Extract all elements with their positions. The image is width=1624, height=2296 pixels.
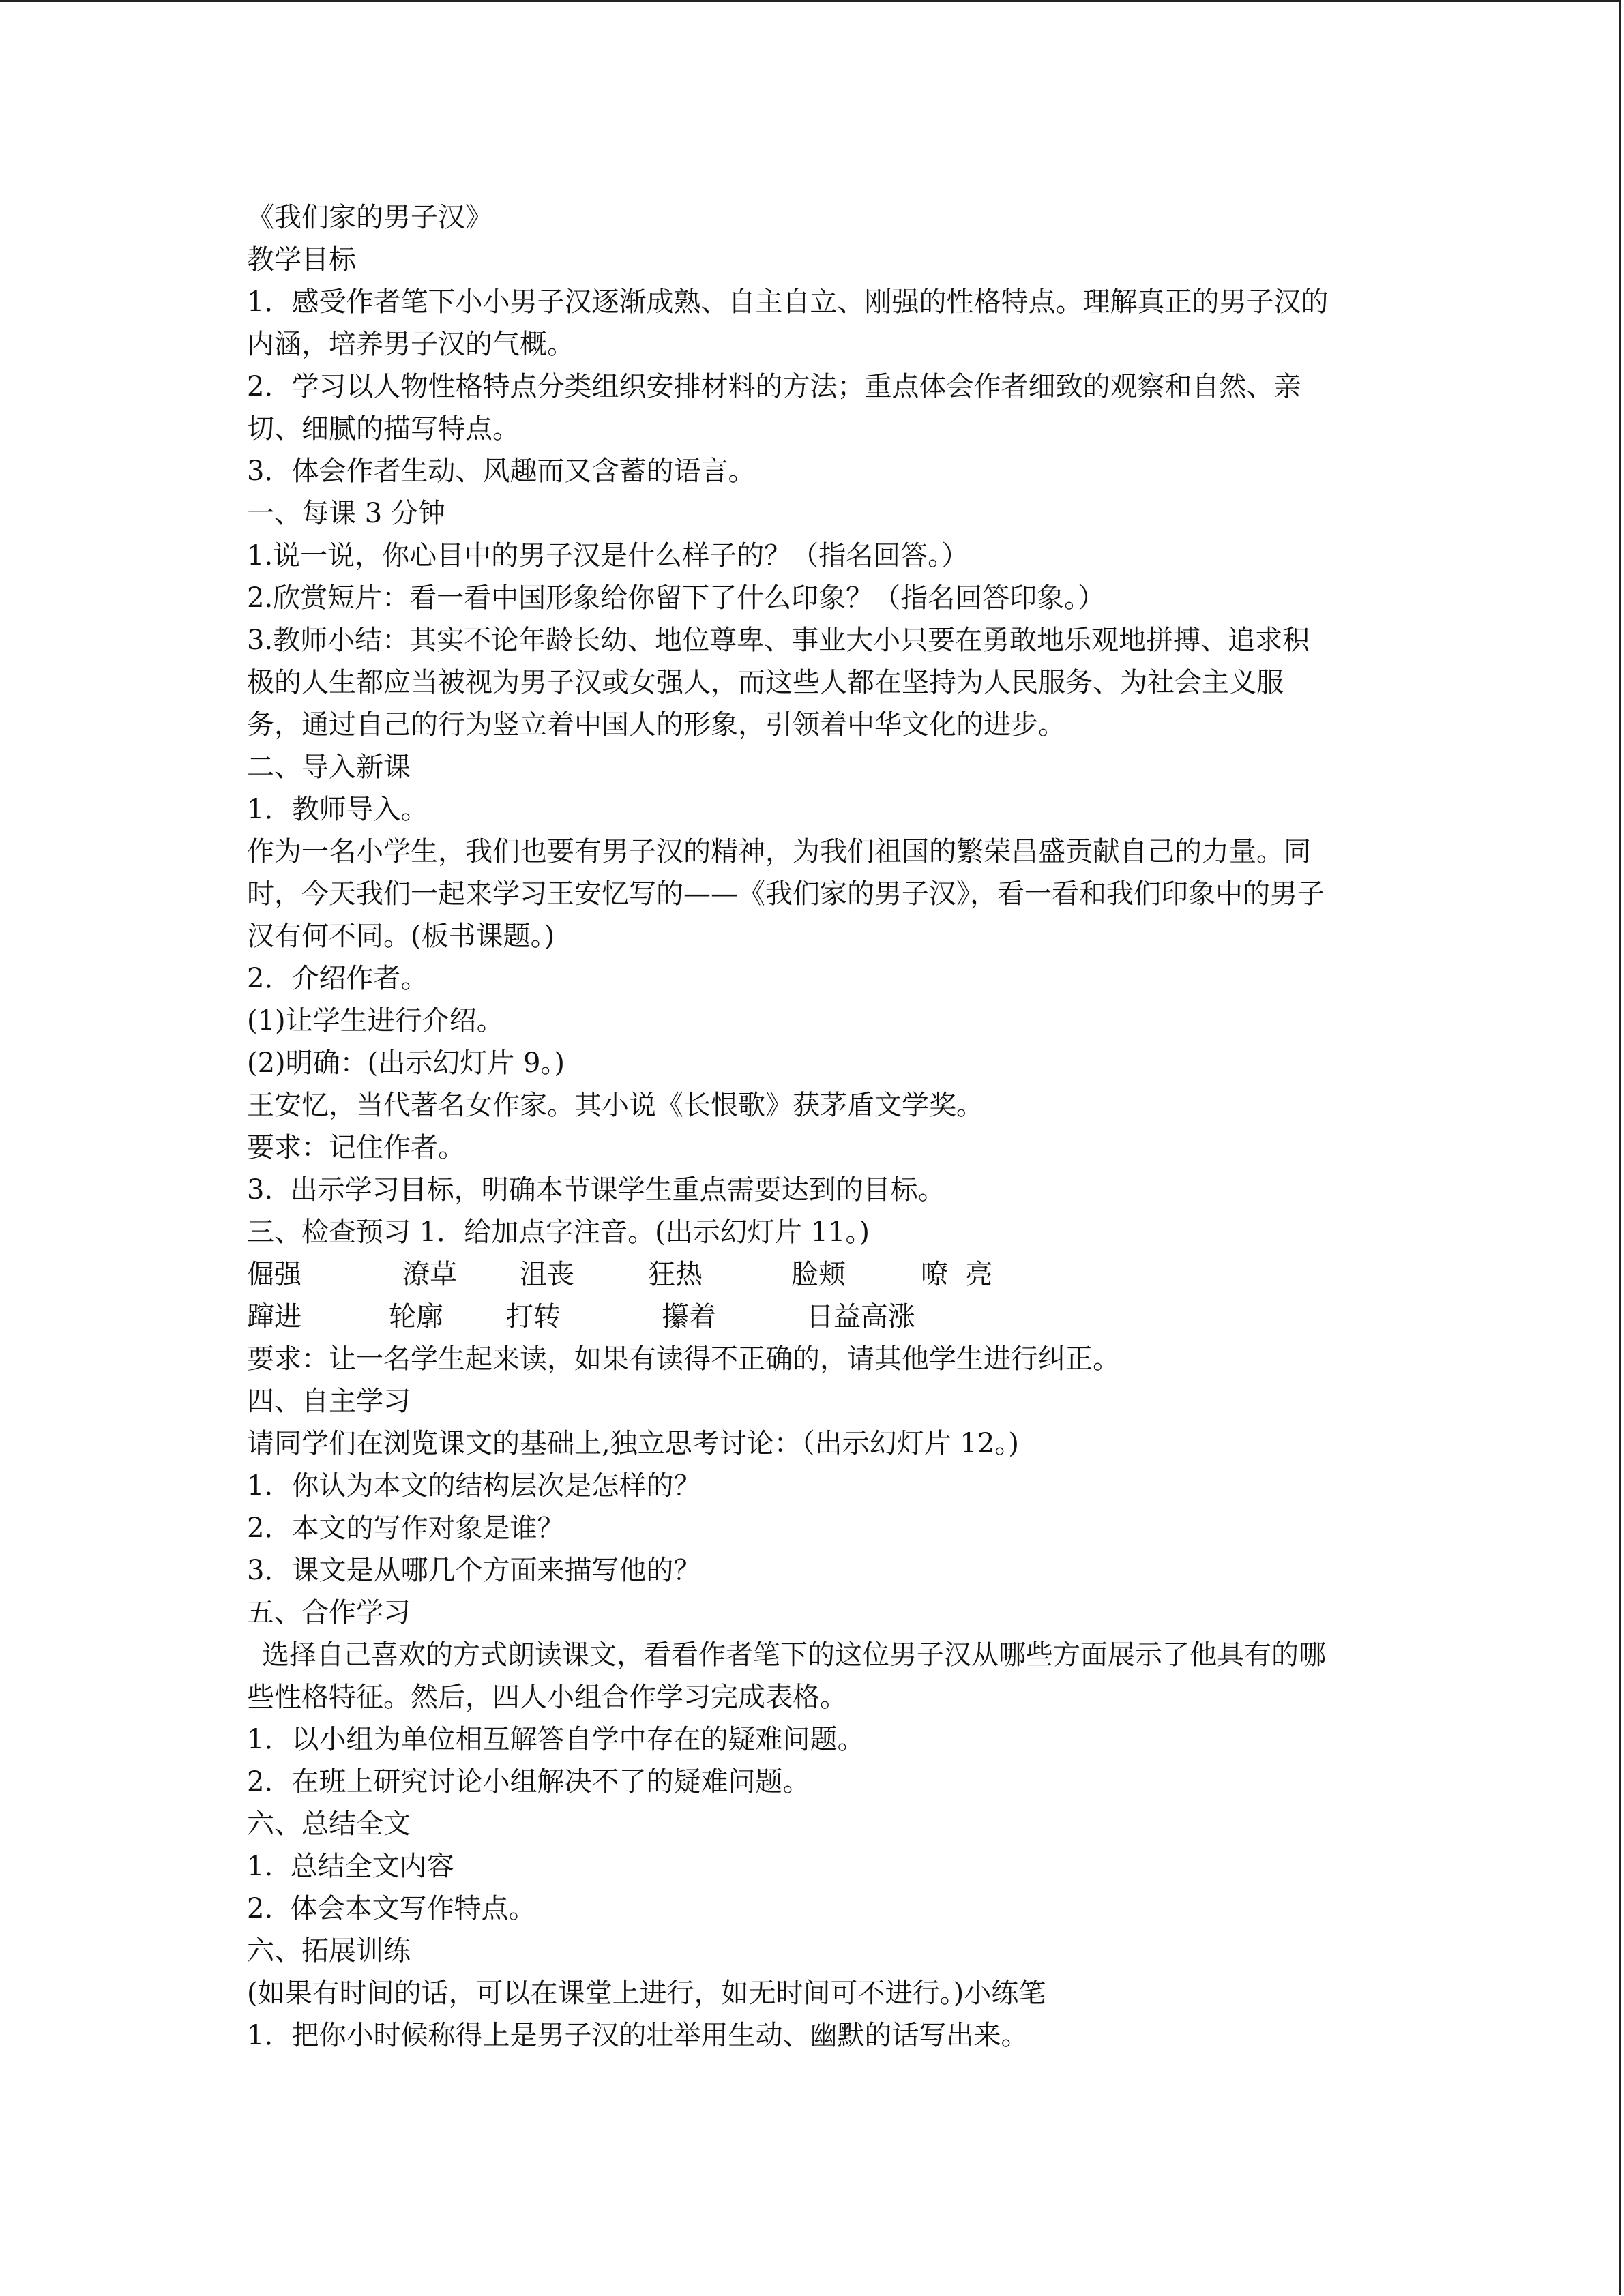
text-line: 王安忆，当代著名女作家。其小说《长恨歌》获茅盾文学奖。 xyxy=(247,1090,984,1121)
vocab-word: 攥着 xyxy=(662,1301,716,1332)
pinyin-words-row-2 xyxy=(247,1296,1379,1338)
text-line: 五、合作学习 xyxy=(247,1597,411,1628)
text-line: 二、导入新课 xyxy=(247,751,411,783)
text-line: 3.教师小结：其实不论年龄长幼、地位尊卑、事业大小只要在勇敢地乐观地拼搏、追求积 xyxy=(247,625,1310,656)
vocab-word: 打转 xyxy=(506,1301,561,1332)
text-line: 极的人生都应当被视为男子汉或女强人，而这些人都在坚持为人民服务、为社会主义服 xyxy=(247,667,1284,698)
text-line: 1．教师导入。 xyxy=(247,794,428,825)
document-title: 《我们家的男子汉》 xyxy=(247,202,492,233)
vocab-word: 日益高涨 xyxy=(806,1301,915,1332)
text-line: 2.欣赏短片：看一看中国形象给你留下了什么印象？（指名回答印象。） xyxy=(247,582,1106,614)
text-line: 务，通过自己的行为竖立着中国人的形象，引领着中华文化的进步。 xyxy=(247,709,1065,741)
text-line: 1．以小组为单位相互解答自学中存在的疑难问题。 xyxy=(247,1724,865,1755)
text-line: 2．在班上研究讨论小组解决不了的疑难问题。 xyxy=(247,1766,810,1798)
vocab-word: 嘹 亮 xyxy=(921,1259,993,1290)
section-part3 xyxy=(247,1676,1379,2057)
text-line: 1．把你小时候称得上是男子汉的壮举用生动、幽默的话写出来。 xyxy=(247,2020,1029,2051)
vocab-word: 倔强 xyxy=(247,1259,301,1290)
section-part1 xyxy=(247,239,1379,1253)
text-line: 三、检查预习 1．给加点字注音。(出示幻灯片 11。) xyxy=(247,1217,870,1248)
text-line: 一、每课 3 分钟 xyxy=(247,498,445,529)
text-line: 1.说一说，你心目中的男子汉是什么样子的？（指名回答。） xyxy=(247,540,969,571)
text-line: 切、细腻的描写特点。 xyxy=(247,413,520,445)
document-body xyxy=(247,196,1379,2057)
text-line: 汉有何不同。(板书课题。) xyxy=(247,921,555,952)
text-line: 六、拓展训练 xyxy=(247,1935,411,1967)
section-part2 xyxy=(247,1338,1379,1634)
vocab-word: 狂热 xyxy=(648,1259,703,1290)
text-line: 些性格特征。然后，四人小组合作学习完成表格。 xyxy=(247,1682,847,1713)
text-line: (如果有时间的话，可以在课堂上进行，如无时间可不进行。)小练笔 xyxy=(247,1978,1046,2009)
text-line: 六、总结全文 xyxy=(247,1808,411,1840)
text-line: 要求：让一名学生起来读，如果有读得不正确的，请其他学生进行纠正。 xyxy=(247,1343,1120,1375)
text-line: 2．介绍作者。 xyxy=(247,963,428,994)
text-line: 2. 体会本文写作特点。 xyxy=(247,1893,536,1924)
text-line: 2．本文的写作对象是谁？ xyxy=(247,1512,565,1544)
text-line: 3．体会作者生动、风趣而又含蓄的语言。 xyxy=(247,456,756,487)
text-line: 1．感受作者笔下小小男子汉逐渐成熟、自主自立、刚强的性格特点。理解真正的男子汉的 xyxy=(247,286,1329,318)
vocab-word: 轮廓 xyxy=(389,1301,443,1332)
text-line: 时，今天我们一起来学习王安忆写的——《我们家的男子汉》，看一看和我们印象中的男子 xyxy=(247,878,1325,910)
indented-paragraph-line: 选择自己喜欢的方式朗读课文，看看作者笔下的这位男子汉从哪些方面展示了他具有的哪 xyxy=(262,1639,1326,1671)
vocab-word: 蹿进 xyxy=(247,1301,301,1332)
text-line: 四、自主学习 xyxy=(247,1386,411,1417)
text-line: 1. 总结全文内容 xyxy=(247,1851,454,1882)
text-line: 3．课文是从哪几个方面来描写他的？ xyxy=(247,1555,701,1586)
text-line: 请同学们在浏览课文的基础上,独立思考讨论：（出示幻灯片 12。) xyxy=(247,1428,1019,1459)
text-line: 要求：记住作者。 xyxy=(247,1132,465,1163)
vocab-word: 脸颊 xyxy=(791,1259,846,1290)
text-line: (2)明确：(出示幻灯片 9。) xyxy=(247,1047,565,1079)
text-line: 2．学习以人物性格特点分类组织安排材料的方法；重点体会作者细致的观察和自然、亲 xyxy=(247,371,1301,402)
vocab-word: 沮丧 xyxy=(520,1259,574,1290)
text-line: 内涵，培养男子汉的气概。 xyxy=(247,329,574,360)
text-line: 作为一名小学生，我们也要有男子汉的精神，为我们祖国的繁荣昌盛贡献自己的力量。同 xyxy=(247,836,1311,867)
text-line: 教学目标 xyxy=(247,244,356,275)
text-line: 3. 出示学习目标，明确本节课学生重点需要达到的目标。 xyxy=(247,1174,945,1206)
vocab-word: 潦草 xyxy=(402,1259,457,1290)
pinyin-words-row-1 xyxy=(247,1253,1379,1296)
text-line: 1．你认为本文的结构层次是怎样的？ xyxy=(247,1470,701,1502)
text-line: (1)让学生进行介绍。 xyxy=(247,1005,504,1037)
